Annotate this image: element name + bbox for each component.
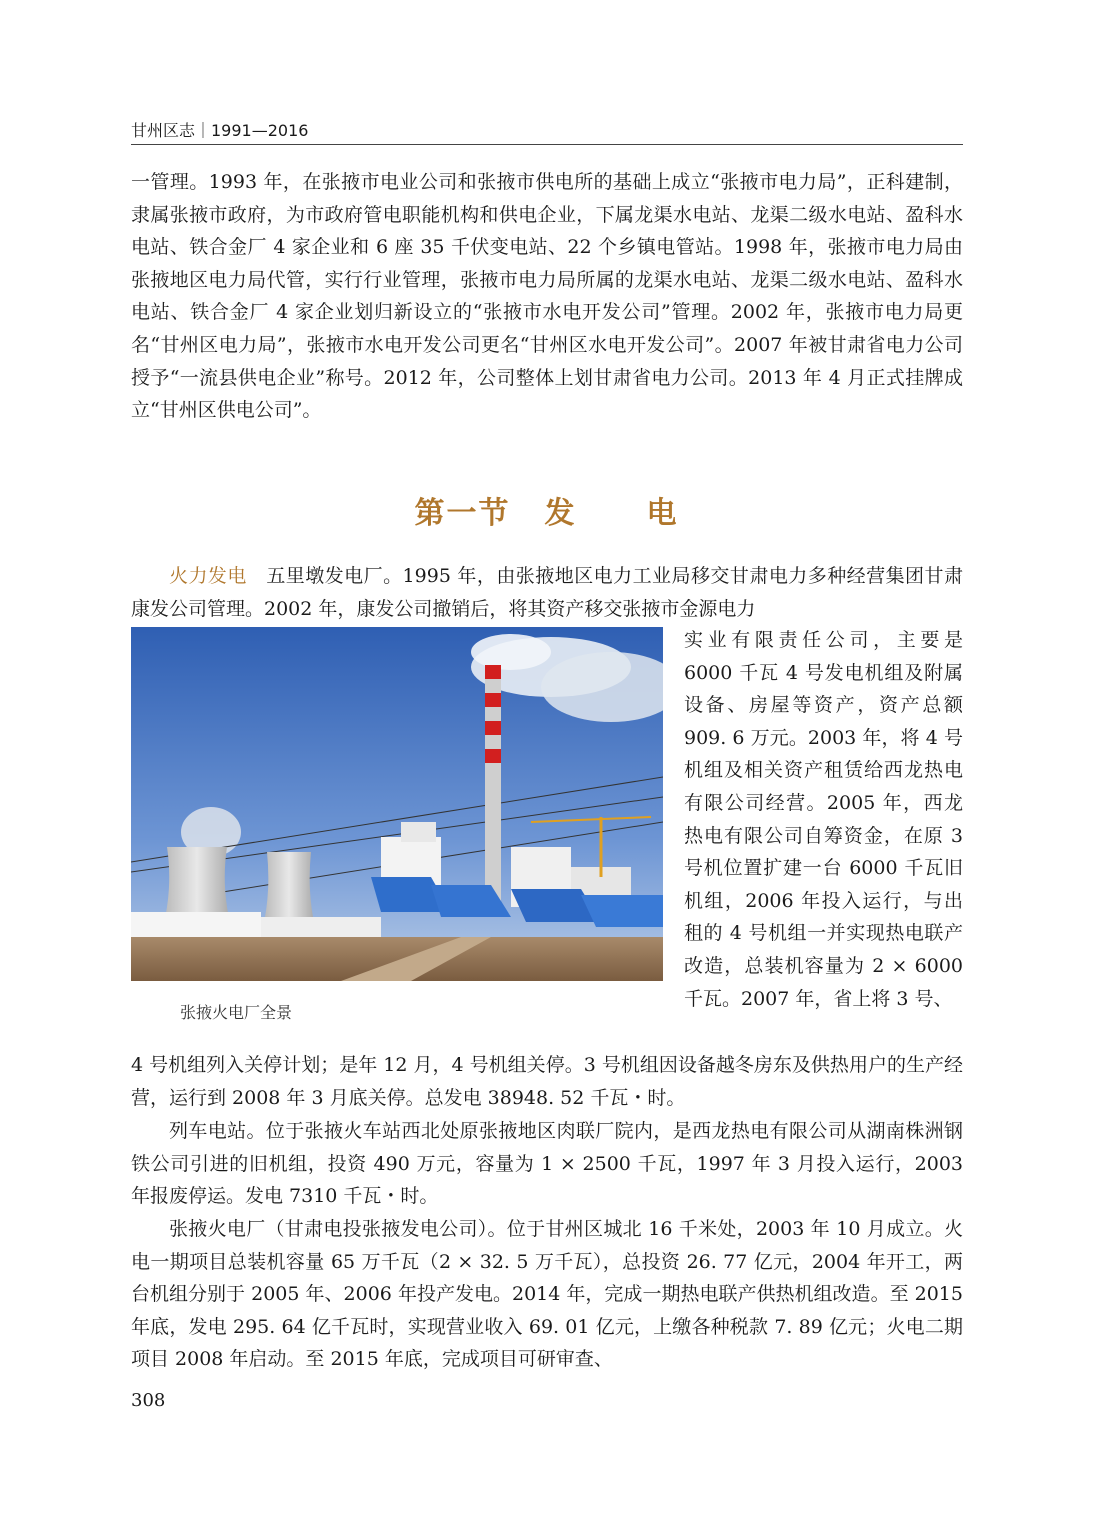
- thermal-lead-text: 五里墩发电厂。1995 年，由张掖地区电力工业局移交甘肃电力多种经营集团甘肃康发公司管理。2002 年，康发公司撤销后，将其资产移交张掖市金源电力: [131, 565, 963, 620]
- thermal-keyword: 火力发电: [169, 565, 247, 587]
- section-title-char-1: 发: [544, 496, 577, 531]
- zhangye-plant-paragraph: 张掖火电厂（甘肃电投张掖发电公司）。位于甘州区城北 16 千米处，2003 年 10 月成立。火电一期项目总装机容量 65 万千瓦（2 × 32. 5 万千瓦），总投资 26. 77 亿元，2004 年开工，两台机组分别于 2005 年、2006 年投产发电。2014 年，完成一期热电联产供热机组改造。至 2015 年底，发电 295. 64 亿千瓦时，实现营业收入 69. 01 亿元，上缴各种税款 7. 89 亿元；火电二期项目 2008 年启动。至 2015 年底，完成项目可研审查、: [131, 1218, 963, 1371]
- thermal-after-photo-paragraph: 4 号机组列入关停计划；是年 12 月，4 号机组关停。3 号机组因设备越冬房东及供热用户的生产经营，运行到 2008 年 3 月底关停。总发电 38948. 52 千瓦・时。: [131, 1054, 963, 1109]
- section-number: 第一节: [414, 496, 511, 531]
- intro-paragraph: 一管理。1993 年，在张掖市电业公司和张掖市供电所的基础上成立“张掖市电力局”，正科建制，隶属张掖市政府，为市政府管电职能机构和供电企业，下属龙渠水电站、龙渠二级水电站、盈科水电站、铁合金厂 4 家企业和 6 座 35 千伏变电站、22 个乡镇电管站。1998 年，张掖市电力局由张掖地区电力局代管，实行行业管理，张掖市电力局所属的龙渠水电站、龙渠二级水电站、盈科水电站、铁合金厂 4 家企业划归新设立的“张掖市水电开发公司”管理。2002 年，张掖市电力局更名“甘州区电力局”，张掖市水电开发公司更名“甘州区水电开发公司”。2007 年被甘肃省电力公司授予“一流县供电企业”称号。2012 年，公司整体上划甘肃省电力公司。2013 年 4 月正式挂牌成立“甘州区供电公司”。: [131, 171, 963, 422]
- header-rule: [131, 144, 963, 145]
- power-plant-photo: [131, 627, 663, 981]
- running-header: 甘州区志｜1991—2016: [131, 121, 309, 140]
- train-station-paragraph: 列车电站。位于张掖火车站西北处原张掖地区肉联厂院内，是西龙热电有限公司从湖南株洲钢铁公司引进的旧机组，投资 490 万元，容量为 1 × 2500 千瓦，1997 年 3 月投入运行，2003 年报废停运。发电 7310 千瓦・时。: [131, 1120, 963, 1208]
- section-title: [0, 488, 1093, 532]
- thermal-lead-paragraph: [131, 560, 963, 625]
- photo-caption: 张掖火电厂全景: [180, 1003, 293, 1022]
- section-title-char-2: 电: [646, 496, 679, 531]
- page-number: 308: [131, 1390, 166, 1411]
- thermal-side-text: 实业有限责任公司，主要是 6000 千瓦 4 号发电机组及附属设备、房屋等资产，资产总额 909. 6 万元。2003 年，将 4 号机组及相关资产租赁给西龙热电有限公司经营。2005 年，西龙热电有限公司自筹资金，在原 3 号机位置扩建一台 6000 千瓦旧机组，2006 年投入运行，与出租的 4 号机组一并实现热电联产改造，总装机容量为 2 × 6000 千瓦。2007 年，省上将 3 号、: [684, 629, 963, 1010]
